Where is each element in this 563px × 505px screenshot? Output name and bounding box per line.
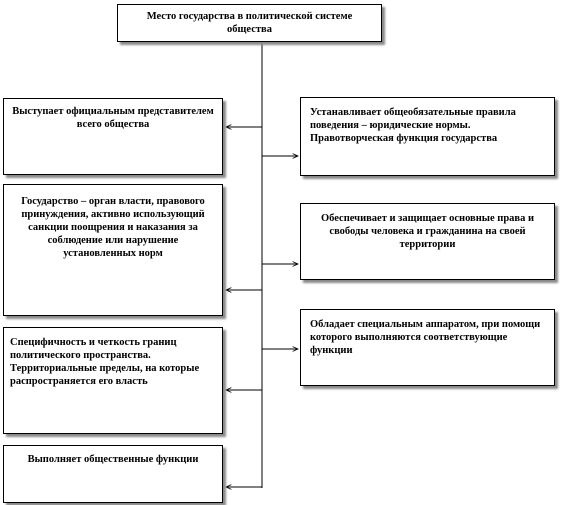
right-box-apparatus — [300, 309, 555, 386]
right-box-rights — [300, 203, 555, 280]
left-box-representative — [3, 98, 223, 175]
left-box-2-text: Государство – орган власти, правового принуждения, активно использующий санкции поощрения и наказания за соблюдение или нарушение установленных норм — [21, 196, 205, 259]
left-box-territory — [3, 327, 223, 434]
right-box-norms — [300, 97, 555, 176]
right-box-1-text: Устанавливает общеобязательные правила поведения – юридические нормы. Правотворческая функция государства — [310, 107, 516, 144]
right-box-3-text: Обладает специальным аппаратом, при помощи которого выполняются соответствующие функции — [310, 319, 541, 356]
left-box-3-text: Специфичность и четкость границ политического пространства. Территориальные пределы, на которые распространяется его власть — [10, 337, 200, 387]
left-box-1-text: Выступает официальным представителем всего общества — [12, 106, 214, 130]
left-box-4-text: Выполняет общественные функции — [27, 454, 199, 465]
right-box-2-text: Обеспечивает и защищает основные права и свободы человека и гражданина на своей территории — [320, 213, 534, 250]
top-box-text: Место государства в политической системе общества — [146, 11, 353, 35]
left-box-public-functions — [3, 445, 223, 503]
left-box-coercion-organ — [3, 184, 223, 316]
top-box — [117, 4, 382, 42]
